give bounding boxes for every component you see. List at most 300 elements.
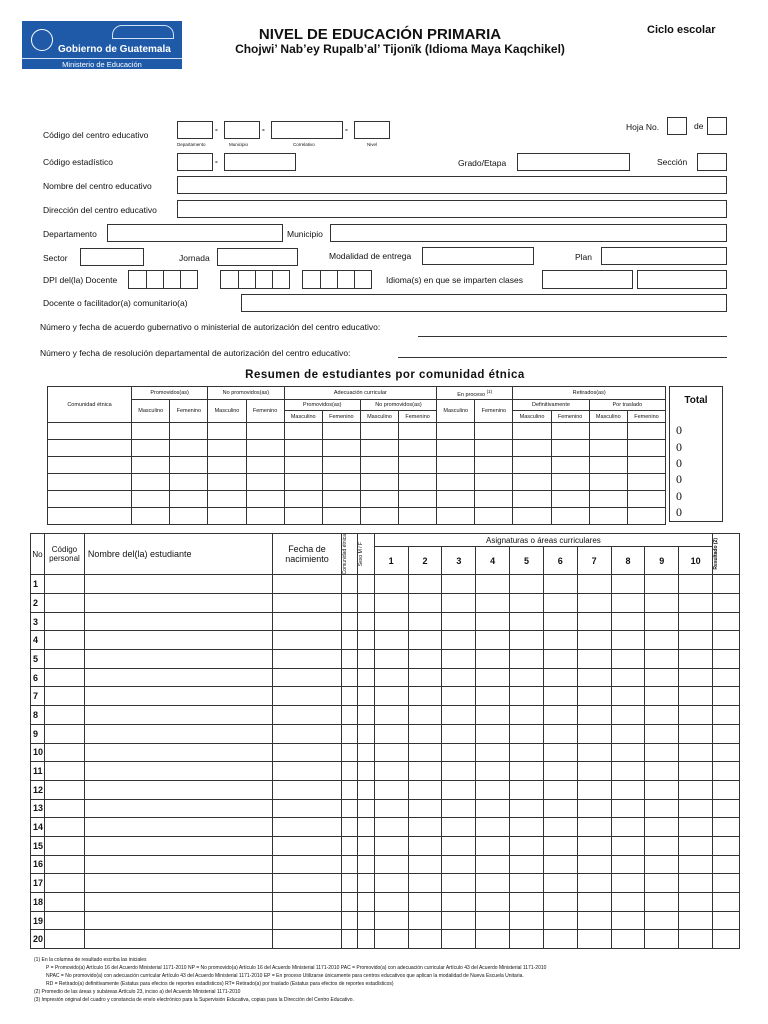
table-cell[interactable] <box>645 706 679 725</box>
table-cell[interactable] <box>442 706 476 725</box>
table-cell[interactable] <box>645 594 679 613</box>
table-cell[interactable] <box>374 911 408 930</box>
table-cell[interactable] <box>543 874 577 893</box>
table-cell[interactable] <box>543 836 577 855</box>
table-cell[interactable] <box>713 612 740 631</box>
table-cell[interactable] <box>713 855 740 874</box>
table-cell[interactable] <box>543 780 577 799</box>
table-cell[interactable] <box>273 650 342 669</box>
plan-field[interactable] <box>601 247 727 265</box>
table-cell[interactable] <box>374 780 408 799</box>
table-cell[interactable] <box>408 855 442 874</box>
table-cell[interactable] <box>408 836 442 855</box>
table-cell[interactable] <box>645 612 679 631</box>
summary-row[interactable] <box>48 457 666 474</box>
table-cell[interactable] <box>44 706 84 725</box>
table-row[interactable] <box>31 631 740 650</box>
table-cell[interactable] <box>44 836 84 855</box>
table-cell[interactable] <box>476 836 510 855</box>
table-cell[interactable] <box>645 855 679 874</box>
table-cell[interactable] <box>273 706 342 725</box>
table-cell[interactable] <box>577 724 611 743</box>
table-cell[interactable] <box>273 893 342 912</box>
table-cell[interactable] <box>577 668 611 687</box>
table-row[interactable] <box>31 780 740 799</box>
table-cell[interactable] <box>543 724 577 743</box>
docente-field[interactable] <box>241 294 727 312</box>
table-cell[interactable] <box>679 650 713 669</box>
table-cell[interactable] <box>679 762 713 781</box>
codigo-estadistico-field-2[interactable] <box>224 153 296 171</box>
table-cell[interactable] <box>84 762 272 781</box>
table-cell[interactable] <box>577 612 611 631</box>
table-cell[interactable] <box>44 911 84 930</box>
table-cell[interactable] <box>357 612 374 631</box>
table-cell[interactable] <box>374 893 408 912</box>
table-cell[interactable] <box>341 799 357 818</box>
table-cell[interactable] <box>476 893 510 912</box>
table-cell[interactable] <box>645 687 679 706</box>
table-cell[interactable] <box>273 855 342 874</box>
table-cell[interactable] <box>273 799 342 818</box>
table-cell[interactable] <box>374 650 408 669</box>
table-cell[interactable] <box>510 631 544 650</box>
table-cell[interactable] <box>543 762 577 781</box>
table-cell[interactable] <box>442 930 476 949</box>
table-cell[interactable] <box>357 780 374 799</box>
table-cell[interactable] <box>679 855 713 874</box>
table-cell[interactable] <box>645 743 679 762</box>
table-cell[interactable] <box>408 780 442 799</box>
table-cell[interactable] <box>611 893 645 912</box>
table-cell[interactable] <box>713 911 740 930</box>
table-cell[interactable] <box>341 743 357 762</box>
departamento-field[interactable] <box>107 224 283 242</box>
table-cell[interactable] <box>273 818 342 837</box>
table-cell[interactable] <box>408 799 442 818</box>
table-cell[interactable] <box>442 855 476 874</box>
table-cell[interactable] <box>577 874 611 893</box>
table-cell[interactable] <box>44 668 84 687</box>
table-cell[interactable] <box>476 650 510 669</box>
jornada-field[interactable] <box>217 248 298 266</box>
table-cell[interactable] <box>84 855 272 874</box>
table-cell[interactable] <box>44 594 84 613</box>
table-cell[interactable] <box>476 668 510 687</box>
table-cell[interactable] <box>408 874 442 893</box>
codigo-municipio-field[interactable] <box>224 121 260 139</box>
table-cell[interactable] <box>442 762 476 781</box>
summary-row[interactable] <box>48 508 666 525</box>
table-cell[interactable] <box>341 668 357 687</box>
table-cell[interactable] <box>645 893 679 912</box>
table-cell[interactable] <box>84 575 272 594</box>
table-cell[interactable] <box>611 874 645 893</box>
table-cell[interactable] <box>476 911 510 930</box>
table-row[interactable] <box>31 893 740 912</box>
table-cell[interactable] <box>84 743 272 762</box>
table-row[interactable] <box>31 724 740 743</box>
table-cell[interactable] <box>341 724 357 743</box>
table-cell[interactable] <box>510 668 544 687</box>
table-cell[interactable] <box>44 874 84 893</box>
table-cell[interactable] <box>577 706 611 725</box>
idioma-field-1[interactable] <box>542 270 633 289</box>
table-cell[interactable] <box>611 911 645 930</box>
table-cell[interactable] <box>611 743 645 762</box>
table-cell[interactable] <box>679 893 713 912</box>
table-cell[interactable] <box>510 893 544 912</box>
table-cell[interactable] <box>713 743 740 762</box>
table-cell[interactable] <box>611 724 645 743</box>
table-row[interactable] <box>31 612 740 631</box>
table-cell[interactable] <box>713 799 740 818</box>
table-cell[interactable] <box>374 612 408 631</box>
table-cell[interactable] <box>374 594 408 613</box>
summary-row[interactable] <box>48 440 666 457</box>
table-cell[interactable] <box>713 575 740 594</box>
table-cell[interactable] <box>408 575 442 594</box>
table-cell[interactable] <box>408 668 442 687</box>
municipio-field[interactable] <box>330 224 727 242</box>
summary-row[interactable] <box>48 423 666 440</box>
acuerdo-line[interactable] <box>418 336 727 337</box>
table-cell[interactable] <box>408 743 442 762</box>
table-cell[interactable] <box>543 650 577 669</box>
table-cell[interactable] <box>273 911 342 930</box>
table-cell[interactable] <box>273 668 342 687</box>
table-cell[interactable] <box>357 930 374 949</box>
table-row[interactable] <box>31 687 740 706</box>
table-cell[interactable] <box>84 911 272 930</box>
table-cell[interactable] <box>442 687 476 706</box>
table-cell[interactable] <box>611 818 645 837</box>
codigo-nivel-field[interactable] <box>354 121 390 139</box>
table-cell[interactable] <box>341 762 357 781</box>
table-row[interactable] <box>31 911 740 930</box>
table-cell[interactable] <box>84 874 272 893</box>
table-cell[interactable] <box>611 836 645 855</box>
table-cell[interactable] <box>374 930 408 949</box>
table-cell[interactable] <box>476 762 510 781</box>
table-cell[interactable] <box>510 612 544 631</box>
table-cell[interactable] <box>510 818 544 837</box>
table-row[interactable] <box>31 836 740 855</box>
table-cell[interactable] <box>84 612 272 631</box>
table-cell[interactable] <box>408 930 442 949</box>
idioma-field-2[interactable] <box>637 270 727 289</box>
table-cell[interactable] <box>44 893 84 912</box>
table-cell[interactable] <box>442 893 476 912</box>
nombre-centro-field[interactable] <box>177 176 727 194</box>
table-cell[interactable] <box>84 668 272 687</box>
table-cell[interactable] <box>713 836 740 855</box>
table-cell[interactable] <box>357 706 374 725</box>
table-cell[interactable] <box>679 836 713 855</box>
table-cell[interactable] <box>645 874 679 893</box>
table-cell[interactable] <box>510 724 544 743</box>
table-cell[interactable] <box>357 855 374 874</box>
table-cell[interactable] <box>442 743 476 762</box>
table-cell[interactable] <box>645 575 679 594</box>
table-cell[interactable] <box>84 818 272 837</box>
table-cell[interactable] <box>645 836 679 855</box>
table-cell[interactable] <box>357 911 374 930</box>
table-cell[interactable] <box>44 743 84 762</box>
resolucion-line[interactable] <box>398 357 727 358</box>
table-cell[interactable] <box>510 780 544 799</box>
table-cell[interactable] <box>44 631 84 650</box>
table-cell[interactable] <box>543 818 577 837</box>
table-cell[interactable] <box>273 575 342 594</box>
table-cell[interactable] <box>543 575 577 594</box>
table-cell[interactable] <box>341 575 357 594</box>
table-cell[interactable] <box>510 687 544 706</box>
table-cell[interactable] <box>374 762 408 781</box>
table-cell[interactable] <box>476 874 510 893</box>
table-row[interactable] <box>31 650 740 669</box>
seccion-field[interactable] <box>697 153 727 171</box>
table-cell[interactable] <box>577 855 611 874</box>
table-cell[interactable] <box>357 650 374 669</box>
codigo-estadistico-field-1[interactable] <box>177 153 213 171</box>
table-cell[interactable] <box>713 650 740 669</box>
table-cell[interactable] <box>713 930 740 949</box>
table-cell[interactable] <box>442 874 476 893</box>
table-cell[interactable] <box>510 799 544 818</box>
table-row[interactable] <box>31 818 740 837</box>
table-cell[interactable] <box>679 724 713 743</box>
table-cell[interactable] <box>476 631 510 650</box>
table-cell[interactable] <box>543 855 577 874</box>
table-cell[interactable] <box>84 930 272 949</box>
summary-row[interactable] <box>48 474 666 491</box>
table-row[interactable] <box>31 762 740 781</box>
table-cell[interactable] <box>341 911 357 930</box>
table-cell[interactable] <box>273 612 342 631</box>
table-cell[interactable] <box>84 706 272 725</box>
table-cell[interactable] <box>341 855 357 874</box>
table-cell[interactable] <box>408 818 442 837</box>
table-cell[interactable] <box>273 631 342 650</box>
table-cell[interactable] <box>577 780 611 799</box>
table-cell[interactable] <box>543 799 577 818</box>
table-cell[interactable] <box>341 874 357 893</box>
table-row[interactable] <box>31 575 740 594</box>
table-cell[interactable] <box>679 911 713 930</box>
table-cell[interactable] <box>679 743 713 762</box>
table-cell[interactable] <box>341 818 357 837</box>
table-cell[interactable] <box>713 724 740 743</box>
table-cell[interactable] <box>374 575 408 594</box>
table-cell[interactable] <box>357 631 374 650</box>
table-cell[interactable] <box>442 650 476 669</box>
table-cell[interactable] <box>408 911 442 930</box>
table-cell[interactable] <box>713 818 740 837</box>
table-cell[interactable] <box>374 743 408 762</box>
table-cell[interactable] <box>374 874 408 893</box>
table-cell[interactable] <box>679 594 713 613</box>
table-cell[interactable] <box>510 706 544 725</box>
table-cell[interactable] <box>510 911 544 930</box>
table-cell[interactable] <box>611 650 645 669</box>
table-cell[interactable] <box>476 687 510 706</box>
table-row[interactable] <box>31 799 740 818</box>
table-cell[interactable] <box>611 668 645 687</box>
table-cell[interactable] <box>442 836 476 855</box>
table-cell[interactable] <box>44 612 84 631</box>
table-cell[interactable] <box>645 911 679 930</box>
table-cell[interactable] <box>611 855 645 874</box>
table-cell[interactable] <box>476 780 510 799</box>
table-cell[interactable] <box>543 687 577 706</box>
table-cell[interactable] <box>357 799 374 818</box>
table-cell[interactable] <box>679 668 713 687</box>
table-cell[interactable] <box>84 724 272 743</box>
table-cell[interactable] <box>408 612 442 631</box>
table-cell[interactable] <box>713 780 740 799</box>
table-cell[interactable] <box>273 724 342 743</box>
table-cell[interactable] <box>611 612 645 631</box>
table-cell[interactable] <box>543 893 577 912</box>
codigo-departamento-field[interactable] <box>177 121 213 139</box>
table-cell[interactable] <box>374 687 408 706</box>
hoja-number-field[interactable] <box>667 117 687 135</box>
table-cell[interactable] <box>44 799 84 818</box>
table-cell[interactable] <box>577 893 611 912</box>
table-cell[interactable] <box>543 743 577 762</box>
table-cell[interactable] <box>577 762 611 781</box>
table-cell[interactable] <box>543 930 577 949</box>
table-cell[interactable] <box>713 631 740 650</box>
table-cell[interactable] <box>341 650 357 669</box>
table-cell[interactable] <box>679 818 713 837</box>
table-cell[interactable] <box>357 687 374 706</box>
table-cell[interactable] <box>341 780 357 799</box>
table-cell[interactable] <box>679 706 713 725</box>
table-cell[interactable] <box>84 836 272 855</box>
table-cell[interactable] <box>357 594 374 613</box>
table-cell[interactable] <box>408 687 442 706</box>
table-cell[interactable] <box>341 631 357 650</box>
table-cell[interactable] <box>84 631 272 650</box>
table-cell[interactable] <box>84 893 272 912</box>
table-cell[interactable] <box>44 818 84 837</box>
table-cell[interactable] <box>476 575 510 594</box>
table-cell[interactable] <box>273 743 342 762</box>
table-cell[interactable] <box>510 855 544 874</box>
table-cell[interactable] <box>374 799 408 818</box>
table-cell[interactable] <box>442 631 476 650</box>
table-cell[interactable] <box>442 799 476 818</box>
table-cell[interactable] <box>645 930 679 949</box>
table-cell[interactable] <box>510 874 544 893</box>
table-cell[interactable] <box>273 930 342 949</box>
table-cell[interactable] <box>44 687 84 706</box>
table-cell[interactable] <box>611 762 645 781</box>
table-cell[interactable] <box>476 818 510 837</box>
table-cell[interactable] <box>543 911 577 930</box>
table-cell[interactable] <box>510 836 544 855</box>
table-cell[interactable] <box>543 612 577 631</box>
sector-field[interactable] <box>80 248 144 266</box>
table-cell[interactable] <box>374 724 408 743</box>
table-cell[interactable] <box>357 818 374 837</box>
dpi-field-1[interactable] <box>128 270 198 289</box>
table-cell[interactable] <box>44 650 84 669</box>
table-row[interactable] <box>31 743 740 762</box>
table-row[interactable] <box>31 706 740 725</box>
table-cell[interactable] <box>44 855 84 874</box>
table-cell[interactable] <box>679 930 713 949</box>
modalidad-field[interactable] <box>422 247 534 265</box>
table-cell[interactable] <box>713 668 740 687</box>
table-cell[interactable] <box>679 874 713 893</box>
table-cell[interactable] <box>577 594 611 613</box>
table-cell[interactable] <box>44 780 84 799</box>
table-row[interactable] <box>31 855 740 874</box>
table-cell[interactable] <box>645 818 679 837</box>
table-cell[interactable] <box>577 799 611 818</box>
table-cell[interactable] <box>577 650 611 669</box>
table-cell[interactable] <box>374 668 408 687</box>
table-cell[interactable] <box>476 706 510 725</box>
table-cell[interactable] <box>442 575 476 594</box>
table-cell[interactable] <box>442 612 476 631</box>
table-cell[interactable] <box>577 631 611 650</box>
table-cell[interactable] <box>543 631 577 650</box>
table-cell[interactable] <box>611 631 645 650</box>
table-cell[interactable] <box>645 724 679 743</box>
table-cell[interactable] <box>510 762 544 781</box>
table-cell[interactable] <box>84 650 272 669</box>
table-cell[interactable] <box>476 855 510 874</box>
table-cell[interactable] <box>645 799 679 818</box>
table-cell[interactable] <box>341 836 357 855</box>
table-cell[interactable] <box>679 575 713 594</box>
table-cell[interactable] <box>408 650 442 669</box>
table-cell[interactable] <box>408 762 442 781</box>
table-cell[interactable] <box>679 799 713 818</box>
dpi-field-3[interactable] <box>302 270 372 289</box>
table-cell[interactable] <box>374 818 408 837</box>
table-cell[interactable] <box>442 911 476 930</box>
table-row[interactable] <box>31 930 740 949</box>
table-row[interactable] <box>31 594 740 613</box>
direccion-field[interactable] <box>177 200 727 218</box>
dpi-field-2[interactable] <box>220 270 290 289</box>
table-cell[interactable] <box>442 780 476 799</box>
table-cell[interactable] <box>713 594 740 613</box>
table-cell[interactable] <box>357 668 374 687</box>
table-cell[interactable] <box>611 594 645 613</box>
table-cell[interactable] <box>374 631 408 650</box>
table-cell[interactable] <box>577 911 611 930</box>
table-cell[interactable] <box>577 575 611 594</box>
table-cell[interactable] <box>645 650 679 669</box>
table-cell[interactable] <box>611 780 645 799</box>
table-cell[interactable] <box>476 594 510 613</box>
table-cell[interactable] <box>357 893 374 912</box>
table-cell[interactable] <box>510 575 544 594</box>
table-cell[interactable] <box>577 836 611 855</box>
table-cell[interactable] <box>84 780 272 799</box>
table-cell[interactable] <box>44 930 84 949</box>
table-cell[interactable] <box>44 575 84 594</box>
table-cell[interactable] <box>341 612 357 631</box>
table-cell[interactable] <box>679 631 713 650</box>
table-cell[interactable] <box>476 612 510 631</box>
